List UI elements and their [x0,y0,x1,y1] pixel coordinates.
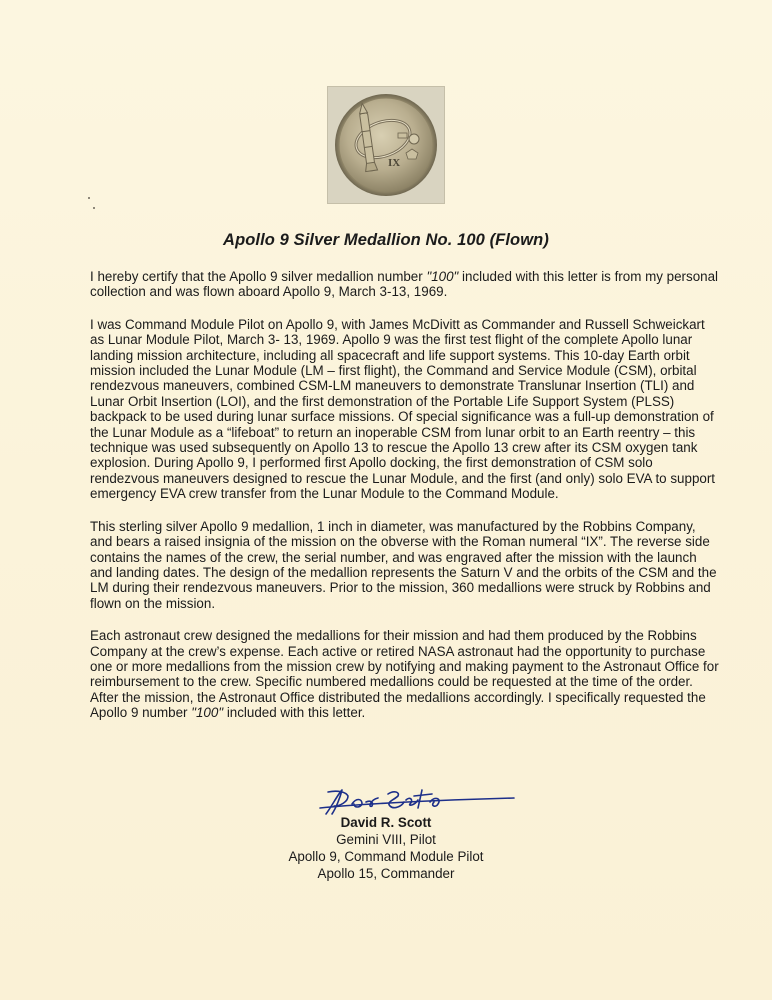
medallion-image [328,87,444,203]
signer-title-gemini: Gemini VIII, Pilot [336,832,436,847]
medallion-number: "100" [191,705,224,721]
paragraph-medallion-purchase: Each astronaut crew designed the medallions for their mission and had them produced by the Robbins Company at the crew’s expense. Each active or retired NASA astronaut had the opportunity to purchase one or more medallions from the mission crew by notifying and making payment to the Astronaut Office for reimbursement to the crew. Specific numbered medallions could be requested at the time of the order. After the mission, the Astronaut Office distributed the medallions accordingly. I specifically requested the Apollo 9 number "100" included with this letter. [90,628,719,721]
document-title: Apollo 9 Silver Medallion No. 100 (Flown) [223,231,549,249]
medallion-numeral: IX [388,157,401,169]
medallion-number: "100" [426,269,459,284]
medallion-photo [327,86,445,204]
paragraph-medallion-description: This sterling silver Apollo 9 medallion, 1 inch in diameter, was manufactured by the Robbins Company, and bears a raised insignia of the mission on the obverse with the Roman numeral “IX”. The reverse side contains the names of the crew, the serial number, and was engraved after the mission with the launch and landing dates. The design of the medallion represents the Saturn V and the orbits of the CSM and the LM during their rendezvous maneuvers. Prior to the mission, 360 medallions were struck by Robbins and flown on the mission. [90,518,717,611]
paper-speck [88,197,90,199]
paper-speck [93,207,95,209]
signer-title-apollo9: Apollo 9, Command Module Pilot [288,849,484,864]
signer-title-apollo15: Apollo 15, Commander [317,866,455,881]
paragraph-certification: I hereby certify that the Apollo 9 silver medallion number "100" included with this letter is from my personal collection and was flown aboard Apollo 9, March 3-13, 1969. [90,269,719,300]
paragraph-mission-history: I was Command Module Pilot on Apollo 9, with James McDivitt as Commander and Russell Schweickart as Lunar Module Pilot, March 3- 13, 1969. Apollo 9 was the first test flight of the complete Apollo lunar landing mission architecture, including all spacecraft and life support systems. This 10-day Earth orbit mission included the Lunar Module (LM – first flight), the Command and Service Module (CSM), orbital rendezvous maneuvers, combined CSM-LM maneuvers to demonstrate Translunar Insertion (TLI) and Lunar Orbit Insertion (LOI), and the first demonstration of the Portable Life Support System (PLSS) backpack to be used during lunar surface missions. Of special significance was a full-up demonstration of the Lunar Module as a “lifeboat” to return an inoperable CSM from lunar orbit to an Earth reentry – this technique was used subsequently on Apollo 13 to rescue the Apollo 13 crew after its CSM oxygen tank explosion. During Apollo 9, I performed first Apollo docking, the first demonstration of CSM solo rendezvous maneuvers designed to rescue the Lunar Module, and the first (and only) solo EVA to support emergency EVA crew transfer from the Lunar Module to the Command Module. [90,316,716,502]
signer-name: David R. Scott [340,815,432,830]
signature-block [246,814,526,882]
letter-body [90,269,720,738]
